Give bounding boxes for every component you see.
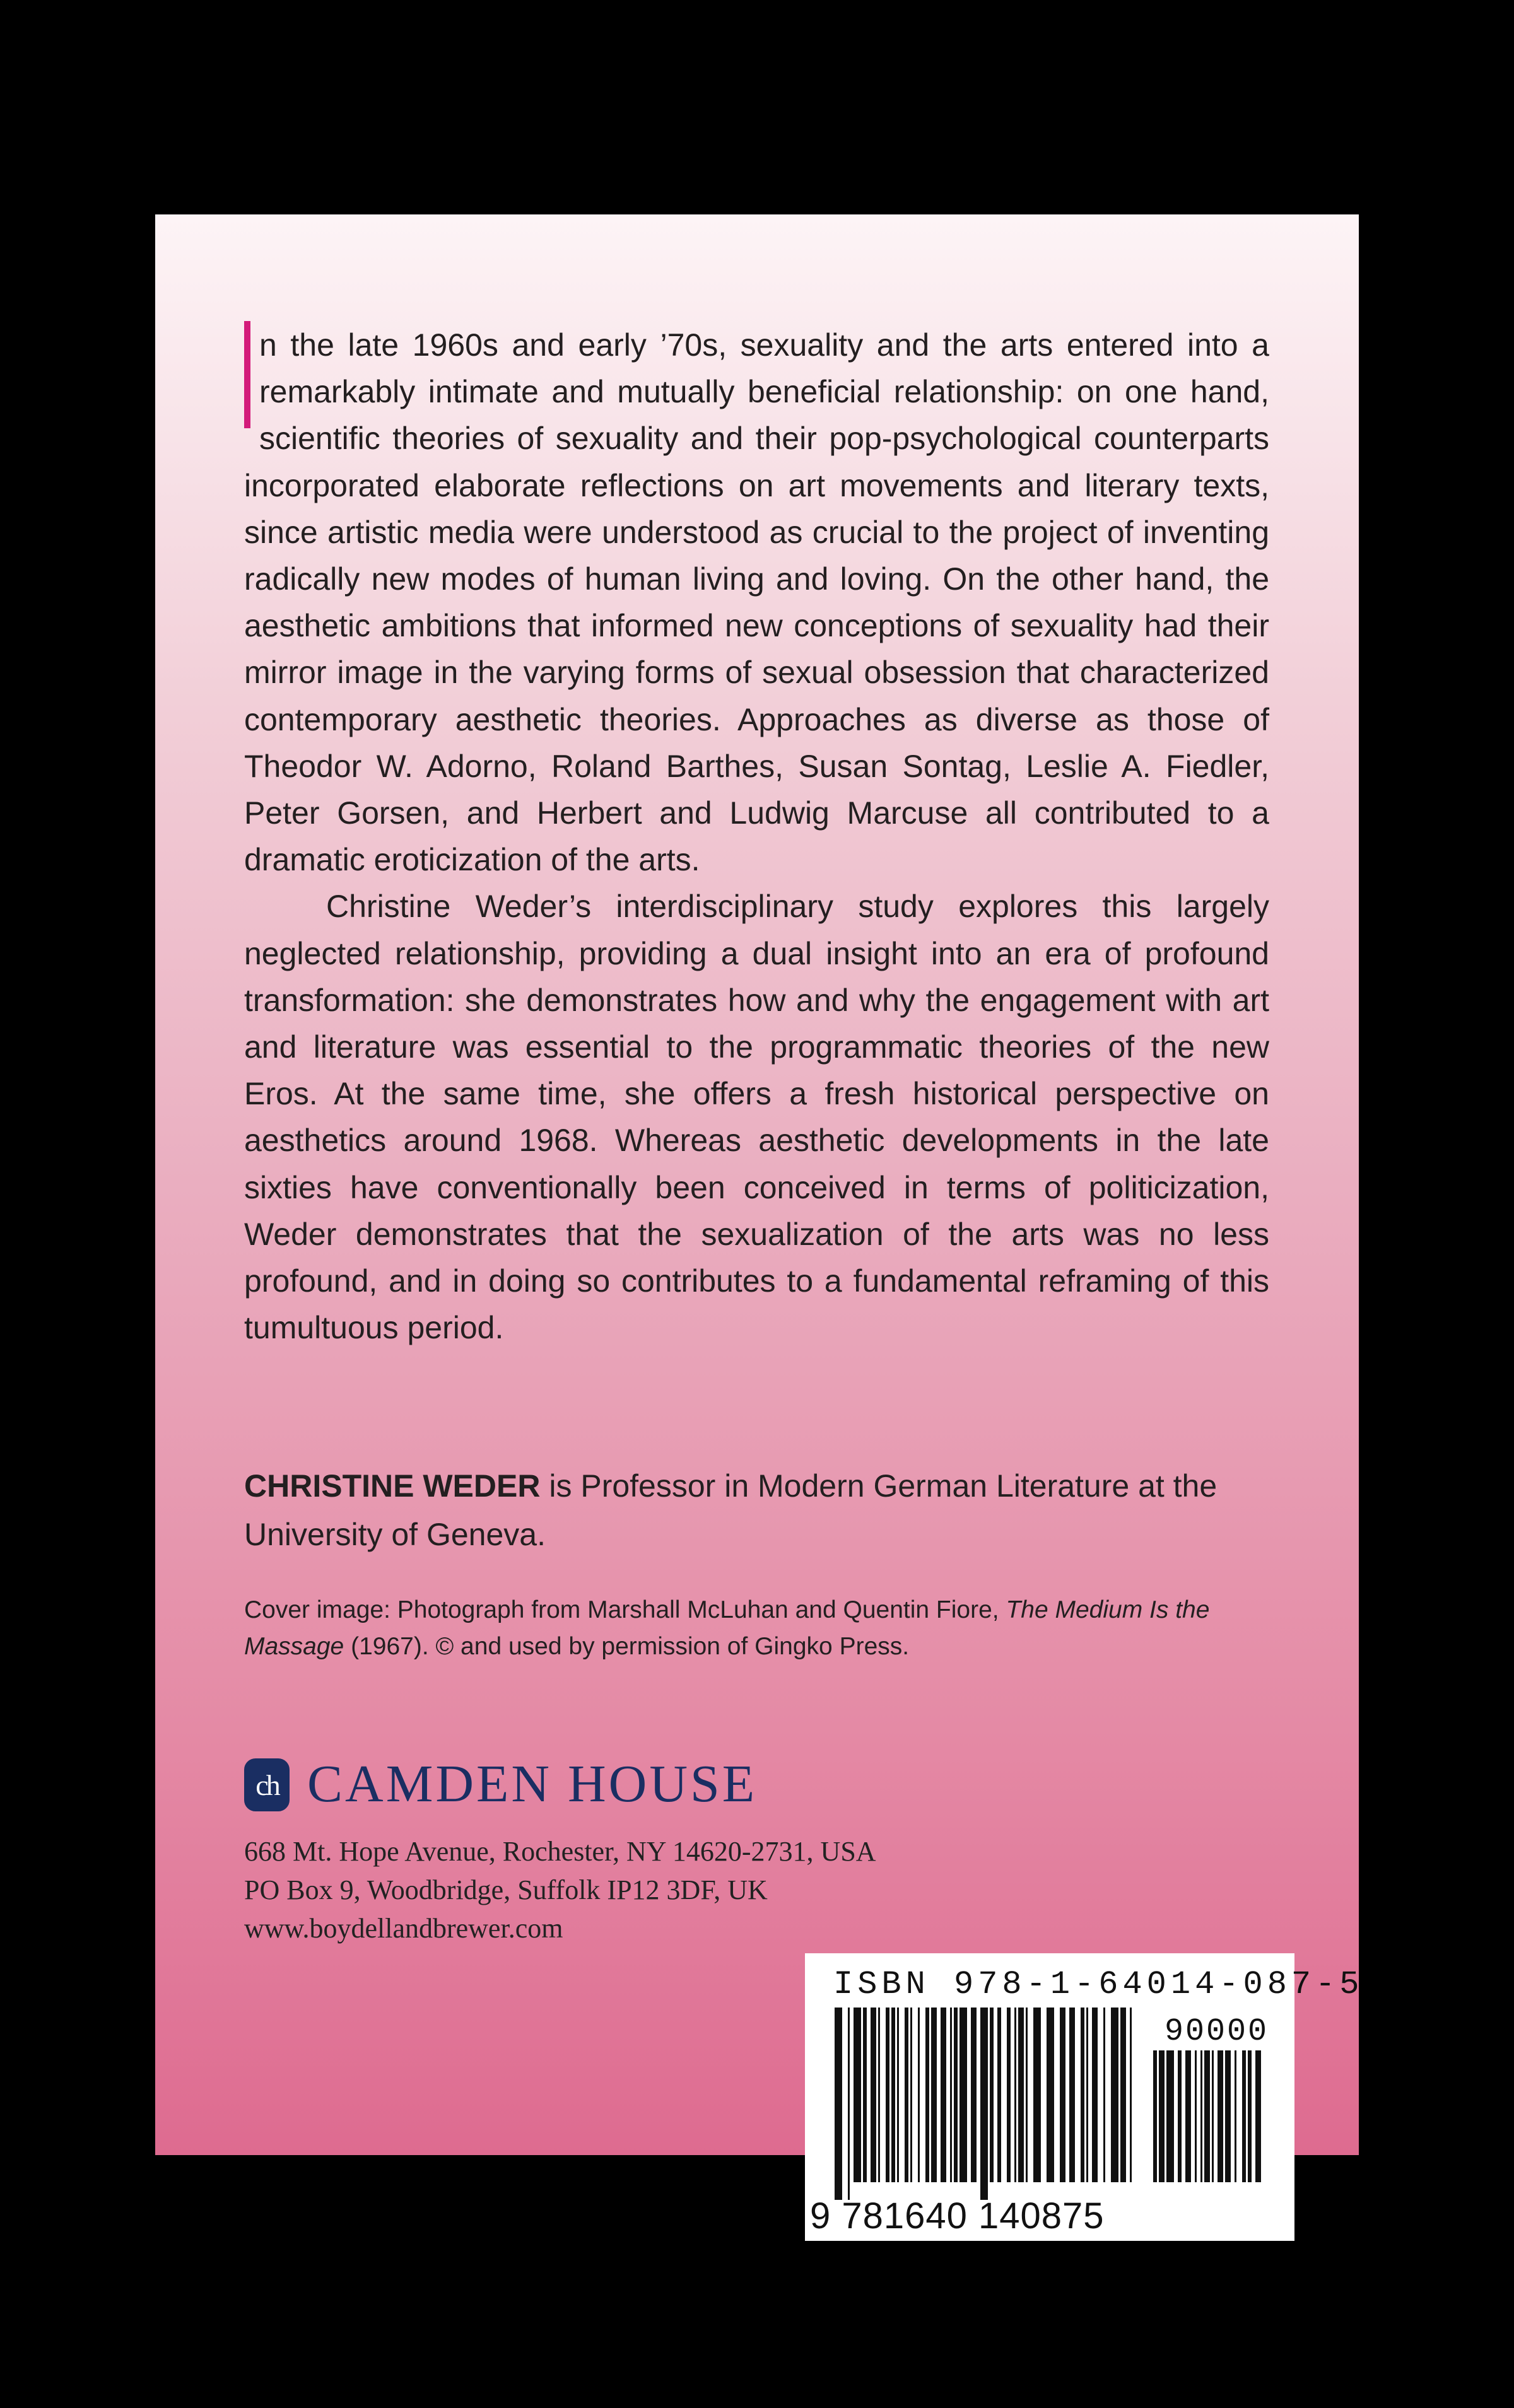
author-bio <box>244 1462 1269 1559</box>
barcode-bar <box>1255 2050 1261 2182</box>
credit-prefix: Cover image: Photograph from Marshall McLuhan and Quentin Fiore, <box>244 1596 1006 1623</box>
barcode-bar <box>1218 2050 1223 2182</box>
author-bio-text: is Professor in Modern German Literature at the University of Geneva. <box>244 1468 1218 1552</box>
barcode-bar <box>954 2008 958 2182</box>
camden-house-logo <box>244 1758 290 1811</box>
credit-suffix: (1967). © and used by permission of Gingko Press. <box>344 1633 910 1660</box>
ean-barcode <box>833 2008 1136 2200</box>
barcode-bar <box>1153 2050 1157 2182</box>
barcode-bar <box>1086 2008 1088 2182</box>
barcode-bar <box>1225 2050 1231 2182</box>
publisher-address <box>244 1832 1001 1948</box>
barcode-bar <box>1204 2050 1210 2182</box>
publisher-name: CAMDEN HOUSE <box>307 1755 758 1813</box>
barcode-bar <box>1018 2008 1024 2182</box>
address-line-1: 668 Mt. Hope Avenue, Rochester, NY 14620-2731, USA <box>244 1836 876 1867</box>
barcode-bar <box>1130 2008 1132 2182</box>
logo-monogram: ch <box>255 1768 278 1801</box>
barcode-bar <box>1159 2050 1165 2182</box>
ean-number: 9 781640 140875 <box>810 2195 1105 2236</box>
barcode-bar <box>871 2008 876 2182</box>
barcode-bar <box>1235 2050 1236 2182</box>
barcode-bar <box>1033 2008 1041 2182</box>
barcode-bar <box>925 2008 929 2182</box>
barcode-bar <box>1166 2050 1174 2182</box>
back-cover-panel <box>155 214 1359 2155</box>
barcode-bar <box>950 2008 952 2182</box>
barcode-bar <box>848 2008 850 2200</box>
barcode-bar <box>1092 2008 1098 2182</box>
barcode-bar <box>910 2008 912 2182</box>
blurb-paragraph-1-text: n the late 1960s and early ’70s, sexuality and the arts entered into a remarkably intimate and mutually beneficial relationship: on one hand, scientific theories of sexuality and their pop-psychological counterparts incorporated elaborate reflections on art movements and literary texts, since artistic media were understood as crucial to the project of inventing radically new modes of human living and loving. On the other hand, the aesthetic ambitions that informed new conceptions of sexuality had their mirror image in the varying forms of sexual obsession that characterized contemporary aesthetic theories. Approaches as diverse as those of Theodor W. Adorno, Roland Barthes, Susan Sontag, Leslie A. Fiedler, Peter Gorsen, and Herbert and Ludwig Marcuse all contributed to a dramatic eroticization of the arts. <box>244 327 1269 878</box>
address-line-2: PO Box 9, Woodbridge, Suffolk IP12 3DF, UK <box>244 1874 768 1905</box>
addon-barcode <box>1152 2050 1269 2200</box>
barcode-bar <box>971 2008 977 2182</box>
barcode-bar <box>1185 2050 1191 2182</box>
barcode-bar <box>835 2008 842 2200</box>
blurb-paragraph-2: Christine Weder’s interdisciplinary study explores this largely neglected relationship, providing a dual insight into an era of profound transformation: she demonstrates how and why the engagement with art and literature was essential to the programmatic theories of the new Eros. At the same time, she offers a fresh historical perspective on aesthetics around 1968. Whereas aesthetic developments in the late sixties have conventionally been conceived in terms of politicization, Weder demonstrates that the sexualization of the arts was no less profound, and in doing so contributes to a fundamental reframing of this tumultuous period. <box>244 889 1269 1346</box>
barcode-bar <box>1212 2050 1214 2182</box>
cover-credit <box>244 1592 1269 1665</box>
barcode-bar <box>1026 2008 1028 2182</box>
barcode-bar <box>1248 2050 1252 2182</box>
barcode-bar <box>1103 2008 1105 2182</box>
barcode-bar <box>897 2008 899 2182</box>
barcode-bar <box>1200 2050 1202 2182</box>
isbn-text: ISBN 978-1-64014-087-5 <box>833 1966 1364 2003</box>
barcode-bar <box>990 2008 994 2182</box>
barcode-bar <box>931 2008 937 2182</box>
barcode-bar <box>959 2008 967 2182</box>
price-addon-number: 90000 <box>1164 2014 1269 2050</box>
barcode-bar <box>1178 2050 1182 2182</box>
barcode-bar <box>886 2008 889 2182</box>
blurb <box>244 322 1269 1351</box>
barcode-bar <box>905 2008 908 2182</box>
dropcap-letter <box>244 321 250 428</box>
barcode-bar <box>941 2008 946 2182</box>
barcode-bar <box>997 2008 1001 2182</box>
barcode-label <box>805 1953 1364 2241</box>
blurb-paragraph-1 <box>244 322 1269 883</box>
barcode-bar <box>1047 2008 1054 2182</box>
barcode-bar <box>1081 2008 1084 2182</box>
barcode-bar <box>1195 2050 1197 2182</box>
barcode-bar <box>1007 2008 1011 2182</box>
credit-title: The Medium Is the Massage <box>244 1596 1210 1660</box>
barcode-bar <box>1060 2008 1065 2182</box>
barcode-bar <box>891 2008 895 2182</box>
barcode-bar <box>1069 2008 1075 2182</box>
barcode-bar <box>980 2008 988 2200</box>
barcode-bar <box>1111 2008 1118 2182</box>
publisher-website: www.boydellandbrewer.com <box>244 1913 563 1944</box>
barcode-bar <box>1014 2008 1016 2182</box>
barcode-bar <box>1242 2050 1246 2182</box>
barcode-bar <box>1120 2008 1126 2182</box>
barcode-bar <box>863 2008 867 2182</box>
barcode-bar <box>854 2008 861 2182</box>
barcode-bar <box>878 2008 880 2182</box>
barcode-bar <box>918 2008 920 2182</box>
author-name: CHRISTINE WEDER <box>244 1468 541 1504</box>
